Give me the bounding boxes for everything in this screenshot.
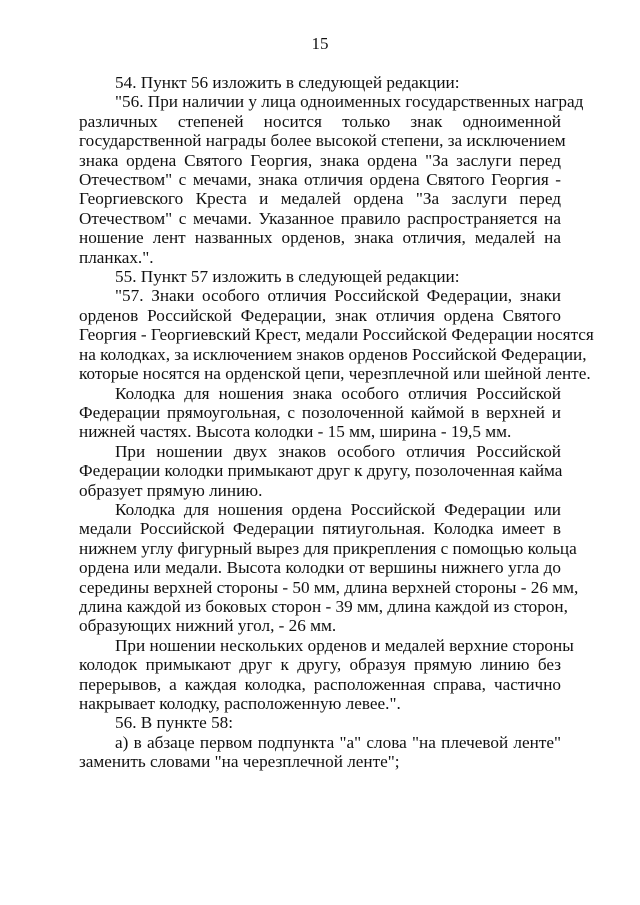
text-line: 56. В пункте 58: [115, 713, 234, 733]
text-line: знака ордена Святого Георгия, знака ордена "За заслуги перед [79, 150, 561, 170]
paragraph [79, 267, 561, 286]
text-line: медали Российской Федерации пятиугольная. Колодка имеет в [79, 519, 561, 539]
text-line: Федерации колодки примыкают друг к другу, позолоченная кайма [79, 461, 563, 481]
text-line: а) в абзаце первом подпункта "а" слова "на плечевой ленте" [115, 732, 561, 752]
text-line: 55. Пункт 57 изложить в следующей редакции: [115, 267, 460, 287]
text-line: Отечеством" с мечами, знака отличия ордена Святого Георгия - [79, 170, 561, 190]
text-line: образующих нижний угол, - 26 мм. [79, 616, 337, 636]
text-line: накрывает колодку, расположенную левее.". [79, 694, 401, 713]
text-line: нижнем углу фигурный вырез для прикрепления с помощью кольца [79, 538, 577, 558]
paragraph [79, 442, 561, 500]
text-line: Георгиевского Креста и медалей ордена "За заслуги перед [79, 189, 561, 209]
text-line: образует прямую линию. [79, 480, 263, 500]
paragraph [79, 713, 561, 732]
text-line: Отечеством" с мечами. Указанное правило распространяется на [79, 208, 561, 228]
text-line: длина каждой из боковых сторон - 39 мм, длина каждой из сторон, [79, 596, 568, 616]
paragraph [79, 499, 579, 636]
text-line: орденов Российской Федерации, знак отличия ордена Святого [79, 305, 561, 325]
text-line: Федерации прямоугольная, с позолоченной каймой в верхней и [79, 402, 561, 422]
text-line: государственной награды более высокой степени, за исключением [79, 131, 566, 151]
text-line: перерывов, а каждая колодка, расположенная справа, частично [79, 674, 561, 694]
text-line: заменить словами "на черезплечной ленте"; [79, 752, 400, 772]
text-line: колодок примыкают друг к другу, образуя прямую линию без [79, 655, 561, 675]
page-number: 15 [311, 34, 329, 53]
text-line: При ношении нескольких орденов и медалей верхние стороны [115, 635, 574, 655]
text-line: "56. При наличии у лица одноименных государственных наград [115, 92, 584, 112]
text-line: ордена или медали. Высота колодки от вершины нижнего угла до [79, 558, 561, 578]
text-line: Колодка для ношения ордена Российской Федерации или [115, 499, 561, 519]
paragraph [79, 384, 561, 442]
text-line: нижней частях. Высота колодки - 15 мм, ширина - 19,5 мм. [79, 422, 512, 442]
text-line: Колодка для ношения знака особого отличия Российской [115, 383, 561, 403]
text-line: ношение лент названных орденов, знака отличия, медалей на [79, 228, 561, 248]
text-line: различных степеней носится только знак одноименной [79, 111, 561, 131]
text-line: на колодках, за исключением знаков орденов Российской Федерации, [79, 344, 587, 364]
paragraph [79, 635, 574, 714]
text-line: планках.". [79, 247, 154, 267]
text-line: При ношении двух знаков особого отличия Российской [115, 441, 561, 461]
paragraph [79, 92, 584, 267]
paragraph [79, 73, 561, 92]
text-line: Георгия - Георгиевский Крест, медали Российской Федерации носятся [79, 325, 594, 345]
text-line: "57. Знаки особого отличия Российской Федерации, знаки [115, 286, 561, 306]
text-line: середины верхней стороны - 50 мм, длина верхней стороны - 26 мм, [79, 577, 579, 597]
paragraph [79, 286, 594, 384]
text-line: которые носятся на орденской цепи, черезплечной или шейной ленте. [79, 364, 591, 384]
paragraph [79, 733, 561, 772]
text-line: 54. Пункт 56 изложить в следующей редакции: [115, 73, 460, 92]
document-body [79, 73, 594, 772]
